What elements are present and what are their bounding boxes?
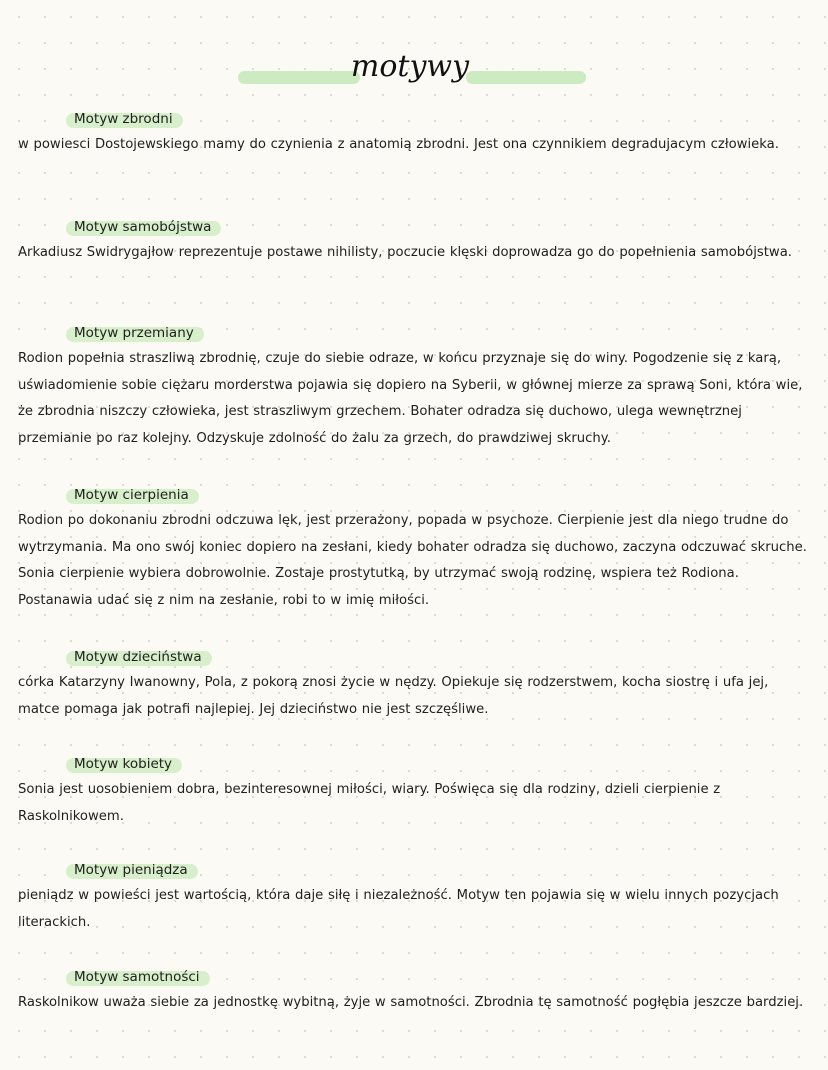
section-motyw-dziecinstwa: [18, 646, 808, 723]
section-heading: Motyw samobójstwa: [72, 216, 221, 238]
section-heading: Motyw cierpienia: [72, 484, 199, 506]
section-text: Rodion popełnia straszliwą zbrodnię, czuje do siebie odraze, w końcu przyznaje się do winy. Pogodzenie się z karą, uświadomienie sobie ciężaru morderstwa pojawia się dopiero na Syberii, w głównej mierze za sprawą Soni, która wie, że zbrodnia niszczy człowieka, jest straszliwym grzechem. Bohater odradza się duchowo, ulega wewnętrznej przemianie po raz kolejny. Odzyskuje zdolność do żalu za grzech, do prawdziwej skruchy.: [18, 351, 803, 446]
section-text: Arkadiusz Swidrygajłow reprezentuje postawe nihilisty, poczucie klęski doprowadza go do popełnienia samobójstwa.: [18, 245, 792, 260]
section-motyw-kobiety: [18, 753, 808, 830]
section-motyw-pieniadza: [18, 859, 808, 936]
section-motyw-przemiany: [18, 322, 808, 452]
section-heading: Motyw przemiany: [72, 322, 204, 344]
page-title: [350, 30, 470, 110]
section-heading: Motyw samotności: [72, 966, 210, 988]
page-header: [0, 20, 828, 110]
section-heading: Motyw zbrodni: [72, 108, 183, 130]
section-text: Raskolnikow uważa siebie za jednostkę wybitną, żyje w samotności. Zbrodnia tę samotność pogłębia jeszcze bardziej.: [18, 995, 804, 1010]
title-highlight-left: [238, 71, 360, 84]
page-title-text: motywy: [350, 49, 470, 84]
section-text: Sonia jest uosobieniem dobra, bezinteresownej miłości, wiary. Poświęca się dla rodziny, dzieli cierpienie z Raskolnikowem.: [18, 782, 721, 824]
section-motyw-cierpienia: [18, 484, 808, 614]
section-text: pieniądz w powieści jest wartością, która daje siłę i niezależność. Motyw ten pojawia się w wielu innych pozycjach literackich.: [18, 888, 779, 930]
section-text: Rodion po dokonaniu zbrodni odczuwa lęk, jest przerażony, popada w psychoze. Cierpienie jest dla niego trudne do wytrzymania. Ma ono swój koniec dopiero na zesłani, kiedy bohater odradza się duchowo, zaczyna odczuwać skruche. Sonia cierpienie wybiera dobrowolnie. Zostaje prostytutką, by utrzymać swoją rodzinę, wspiera też Rodiona. Postanawia udać się z nim na zesłanie, robi to w imię miłości.: [18, 513, 807, 608]
title-highlight-right: [466, 71, 586, 84]
section-heading: Motyw dzieciństwa: [72, 646, 212, 668]
section-text: córka Katarzyny Iwanowny, Pola, z pokorą znosi życie w nędzy. Opiekuje się rodzerstwem, kocha siostrę i ufa jej, matce pomaga jak potrafi najlepiej. Jej dzieciństwo nie jest szczęśliwe.: [18, 675, 769, 717]
section-heading: Motyw pieniądza: [72, 859, 198, 881]
section-motyw-samobojstwa: [18, 216, 808, 267]
section-text: w powiesci Dostojewskiego mamy do czynienia z anatomią zbrodni. Jest ona czynnikiem degradujacym człowieka.: [18, 137, 779, 152]
section-motyw-zbrodni: [18, 108, 808, 159]
section-heading: Motyw kobiety: [72, 753, 182, 775]
section-motyw-samotnosci: [18, 966, 808, 1017]
